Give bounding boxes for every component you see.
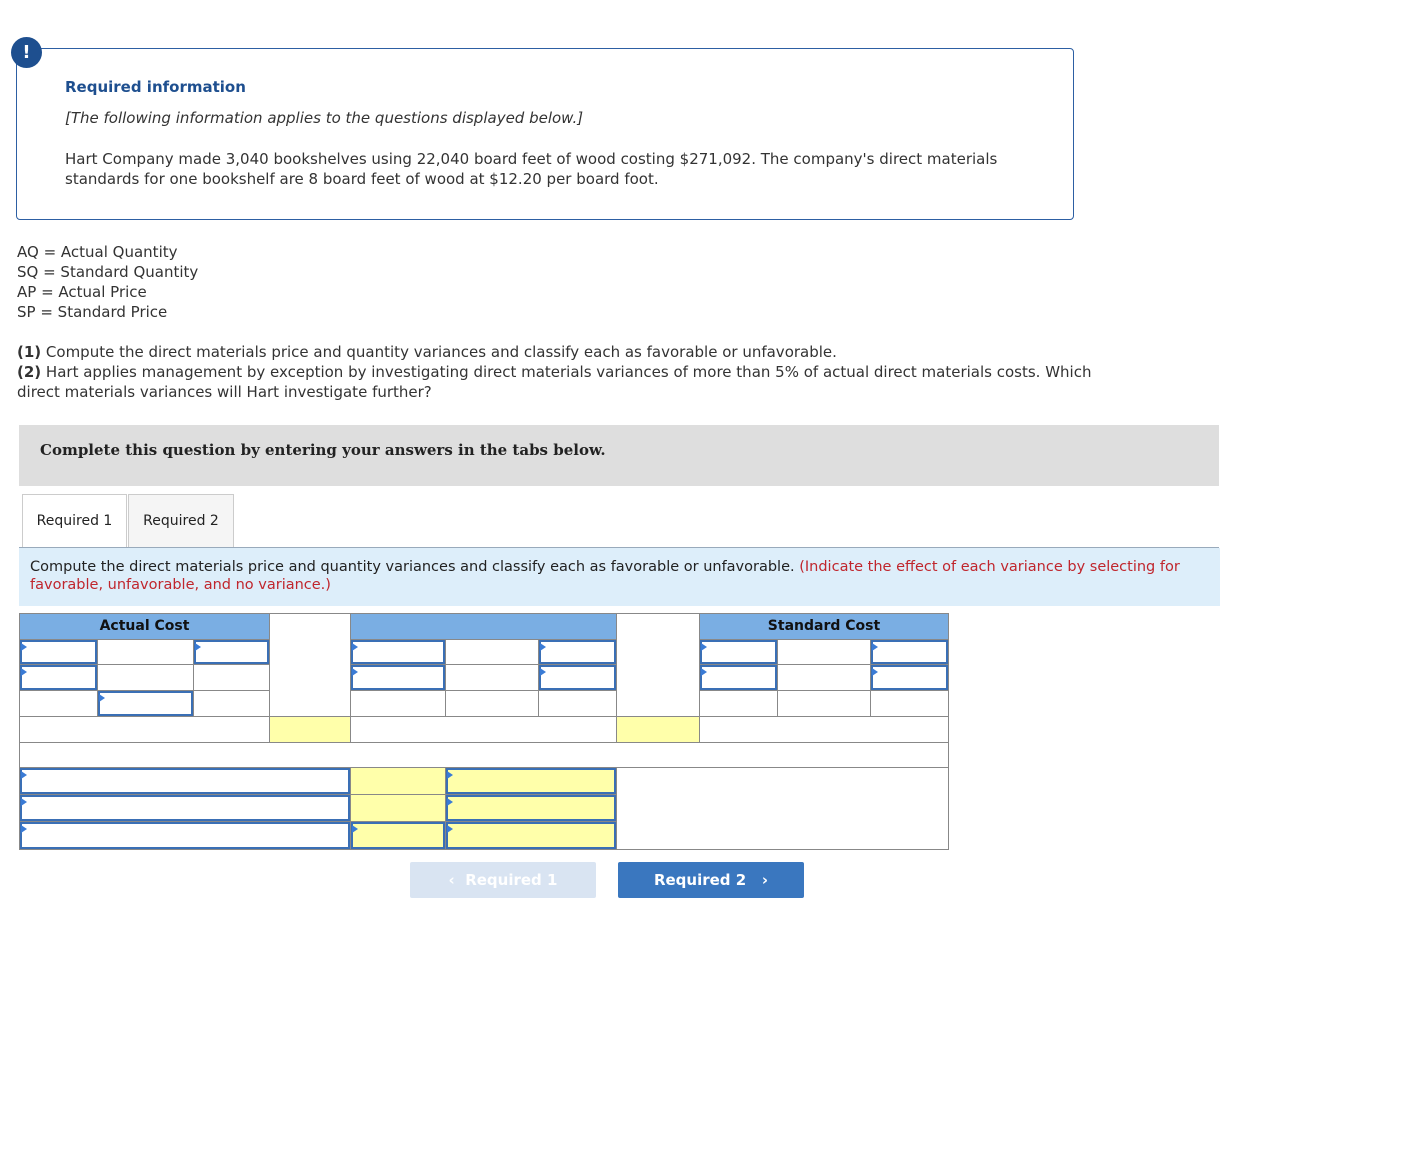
question-text: Compute the direct materials price and quantity variances and classify each as favorable or unfavorable. (41, 343, 837, 361)
answer-input[interactable] (98, 691, 193, 716)
instruction-hint: (Indicate the effect of each variance by selecting for favorable, unfavorable, and no variance.) (30, 559, 1180, 593)
definition: AP = Actual Price (17, 283, 147, 301)
answer-input[interactable] (446, 822, 616, 849)
answer-input[interactable] (351, 665, 445, 690)
actual-cost-header: Actual Cost (19, 613, 270, 640)
question-number: (1) (17, 343, 42, 361)
amount-cell (350, 767, 446, 795)
standard-cost-header: Standard Cost (699, 613, 949, 640)
variance-total-cell (269, 716, 351, 743)
prev-label: Required 1 (465, 871, 558, 889)
info-body: Hart Company made 3,040 bookshelves using 22,040 board feet of wood costing $271,092. The company's direct materials standards for one bookshelf are 8 board feet of wood at $12.20 per board foot. (65, 150, 998, 188)
table-cell (193, 664, 270, 691)
answer-input[interactable] (539, 665, 616, 690)
answer-input[interactable] (871, 640, 948, 664)
answer-input[interactable] (700, 665, 777, 690)
required-information-box (16, 48, 1074, 220)
next-label: Required 2 (653, 871, 747, 889)
answer-input[interactable] (351, 822, 445, 849)
table-cell (777, 664, 871, 691)
definition: SQ = Standard Quantity (17, 263, 199, 281)
total-cell (699, 716, 949, 743)
blank-area (616, 767, 949, 850)
answer-input[interactable] (871, 665, 948, 690)
spacer-cell (616, 613, 700, 717)
amount-cell (350, 794, 446, 822)
middle-header (350, 613, 617, 640)
info-title: Required information (65, 78, 246, 96)
table-cell (699, 690, 778, 717)
answer-input[interactable] (20, 640, 97, 664)
info-note: [The following information applies to the questions displayed below.] (65, 109, 584, 127)
instruction-text (19, 548, 1220, 606)
tab-required-1[interactable]: Required 1 (22, 494, 127, 549)
tab-required-2[interactable]: Required 2 (128, 494, 234, 548)
total-cell (19, 716, 270, 743)
definition: SP = Standard Price (17, 303, 168, 321)
table-cell (445, 690, 539, 717)
table-cell (350, 690, 446, 717)
table-cell (445, 664, 539, 691)
total-cell (350, 716, 617, 743)
question-text: Hart applies management by exception by investigating direct materials variances of more than 5% of actual direct materials costs. Which direct materials variances will Hart investigate further? (17, 363, 1092, 401)
answer-input[interactable] (351, 640, 445, 664)
answer-input[interactable] (446, 768, 616, 794)
prev-button[interactable]: ‹ Required 1 (410, 862, 596, 898)
answer-input[interactable] (700, 640, 777, 664)
table-cell (538, 690, 617, 717)
answer-input[interactable] (20, 768, 350, 794)
table-cell (445, 639, 539, 665)
answer-input[interactable] (194, 640, 269, 664)
questions (17, 342, 1117, 402)
definitions (17, 242, 198, 322)
instructions-banner (19, 425, 1219, 486)
table-cell (870, 690, 949, 717)
alert-icon: ! (11, 37, 42, 68)
answer-input[interactable] (20, 795, 350, 821)
table-cell (97, 639, 194, 665)
answer-input[interactable] (20, 665, 97, 690)
table-cell (777, 690, 871, 717)
definition: AQ = Actual Quantity (17, 243, 178, 261)
answer-input[interactable] (20, 822, 350, 849)
table-cell (193, 690, 270, 717)
table-cell (777, 639, 871, 665)
question-number: (2) (17, 363, 42, 381)
answer-input[interactable] (539, 640, 616, 664)
table-cell (97, 664, 194, 691)
table-cell (19, 690, 98, 717)
banner-text: Complete this question by entering your answers in the tabs below. (40, 441, 606, 459)
next-button[interactable]: Required 2 › (618, 862, 804, 898)
spacer-cell (269, 613, 351, 717)
instruction-main: Compute the direct materials price and quantity variances and classify each as favorable or unfavorable. (30, 559, 800, 575)
blank-row (19, 742, 949, 768)
variance-total-cell (616, 716, 700, 743)
answer-input[interactable] (446, 795, 616, 821)
